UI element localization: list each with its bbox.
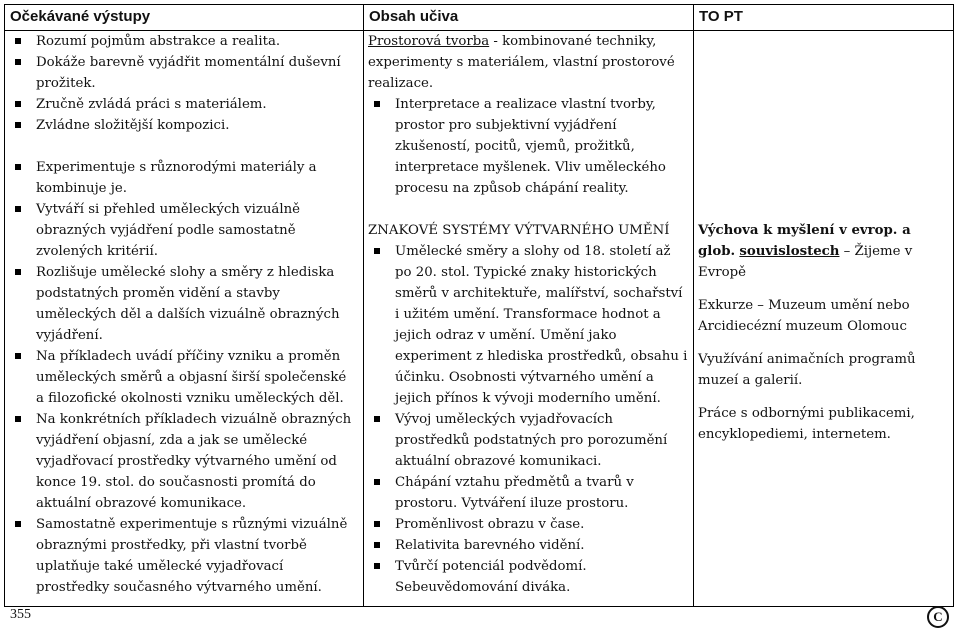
page-number: 355 xyxy=(10,607,31,622)
content-item: Proměnlivost obrazu v čase. xyxy=(368,514,688,535)
topt-column xyxy=(698,220,950,445)
copyright-logo-icon: C xyxy=(927,606,949,628)
topt-heading-bold: Výchova k myšlení v evrop. a glob. xyxy=(698,223,911,259)
content-item: Umělecké směry a slohy od 18. století až po 20. stol. Typické znaky historických směrů v architektuře, malířství, sochařství i užitém umění. Transformace hodnot a jejich odraz v umění. Umění jako experiment z hlediska prostředků, obsahu i účinku. Osobnosti výtvarného umění a jejich přínos k vývoji moderního umění. xyxy=(368,241,688,409)
topt-animation: Využívání animačních programů muzeí a galerií. xyxy=(698,352,916,388)
output-item: Dokáže barevně vyjádřit momentální duševní prožitek. xyxy=(9,52,357,94)
outputs-column xyxy=(9,31,357,598)
section-title-signs: ZNAKOVÉ SYSTÉMY VÝTVARNÉHO UMĚNÍ xyxy=(368,223,670,238)
section-intro-text: - kombinované techniky, experimenty s materiálem, vlastní prostorové realizace. xyxy=(368,34,675,91)
output-item: Zvládne složitější kompozici. xyxy=(9,115,357,136)
outputs-list xyxy=(9,31,357,598)
topt-heading-rest: – Žijeme v Evropě xyxy=(698,244,913,280)
topt-heading xyxy=(698,220,950,283)
content-item: Chápání vztahu předmětů a tvarů v prostoru. Vytváření iluze prostoru. xyxy=(368,472,688,514)
header-content: Obsah učiva xyxy=(369,8,459,25)
topt-heading-underline: souvislostech xyxy=(739,244,840,259)
topt-publications: Práce s odbornými publikacemi, encyklopediemi, internetem. xyxy=(698,406,915,442)
output-item: Vytváří si přehled uměleckých vizuálně obrazných vyjádření podle samostatně zvolených kritérií. xyxy=(9,199,357,262)
topt-excursion: Exkurze – Muzeum umění nebo Arcidiecézní muzeum Olomouc xyxy=(698,298,910,334)
output-item: Rozumí pojmům abstrakce a realita. xyxy=(9,31,357,52)
output-item: Na konkrétních příkladech vizuálně obrazných vyjádření objasní, zda a jak se umělecké vyjadřovací prostředky výtvarného umění od konce 19. stol. do současnosti promítá do aktuální obrazové komunikace. xyxy=(9,409,357,514)
output-item: Experimentuje s různorodými materiály a kombinuje je. xyxy=(9,157,357,199)
output-item: Samostatně experimentuje s různými vizuálně obraznými prostředky, při vlastní tvorbě uplatňuje také umělecké vyjadřovací prostředky současného výtvarného umění. xyxy=(9,514,357,598)
content-item: Interpretace a realizace vlastní tvorby, prostor pro subjektivní vyjádření zkušeností, pocitů, vjemů, prožitků, interpretace myšlenek. Vliv uměleckého procesu na způsob chápání reality. xyxy=(368,94,688,199)
content-item: Vývoj uměleckých vyjadřovacích prostředků podstatných pro porozumění aktuální obrazové komunikaci. xyxy=(368,409,688,472)
content-item: Relativita barevného vidění. xyxy=(368,535,688,556)
curriculum-table xyxy=(4,4,954,607)
output-item: Na příkladech uvádí příčiny vzniku a proměn uměleckých směrů a objasní širší společenské a filozofické okolnosti vzniku uměleckých děl. xyxy=(9,346,357,409)
content-item: Tvůrčí potenciál podvědomí. Sebeuvědomování diváka. xyxy=(368,556,688,598)
content-list-2 xyxy=(368,241,688,598)
output-item: Zručně zvládá práci s materiálem. xyxy=(9,94,357,115)
column-divider-2 xyxy=(693,5,694,606)
content-column xyxy=(368,31,688,598)
content-list-1 xyxy=(368,94,688,199)
output-item: Rozlišuje umělecké slohy a směry z hlediska podstatných proměn vidění a stavby uměleckých děl a dalších vizuálně obrazných vyjádření. xyxy=(9,262,357,346)
column-divider-1 xyxy=(363,5,364,606)
section-intro xyxy=(368,31,688,94)
header-topt: TO PT xyxy=(699,8,743,25)
section-title-spatial: Prostorová tvorba xyxy=(368,34,490,49)
header-outputs: Očekávané výstupy xyxy=(10,8,151,25)
